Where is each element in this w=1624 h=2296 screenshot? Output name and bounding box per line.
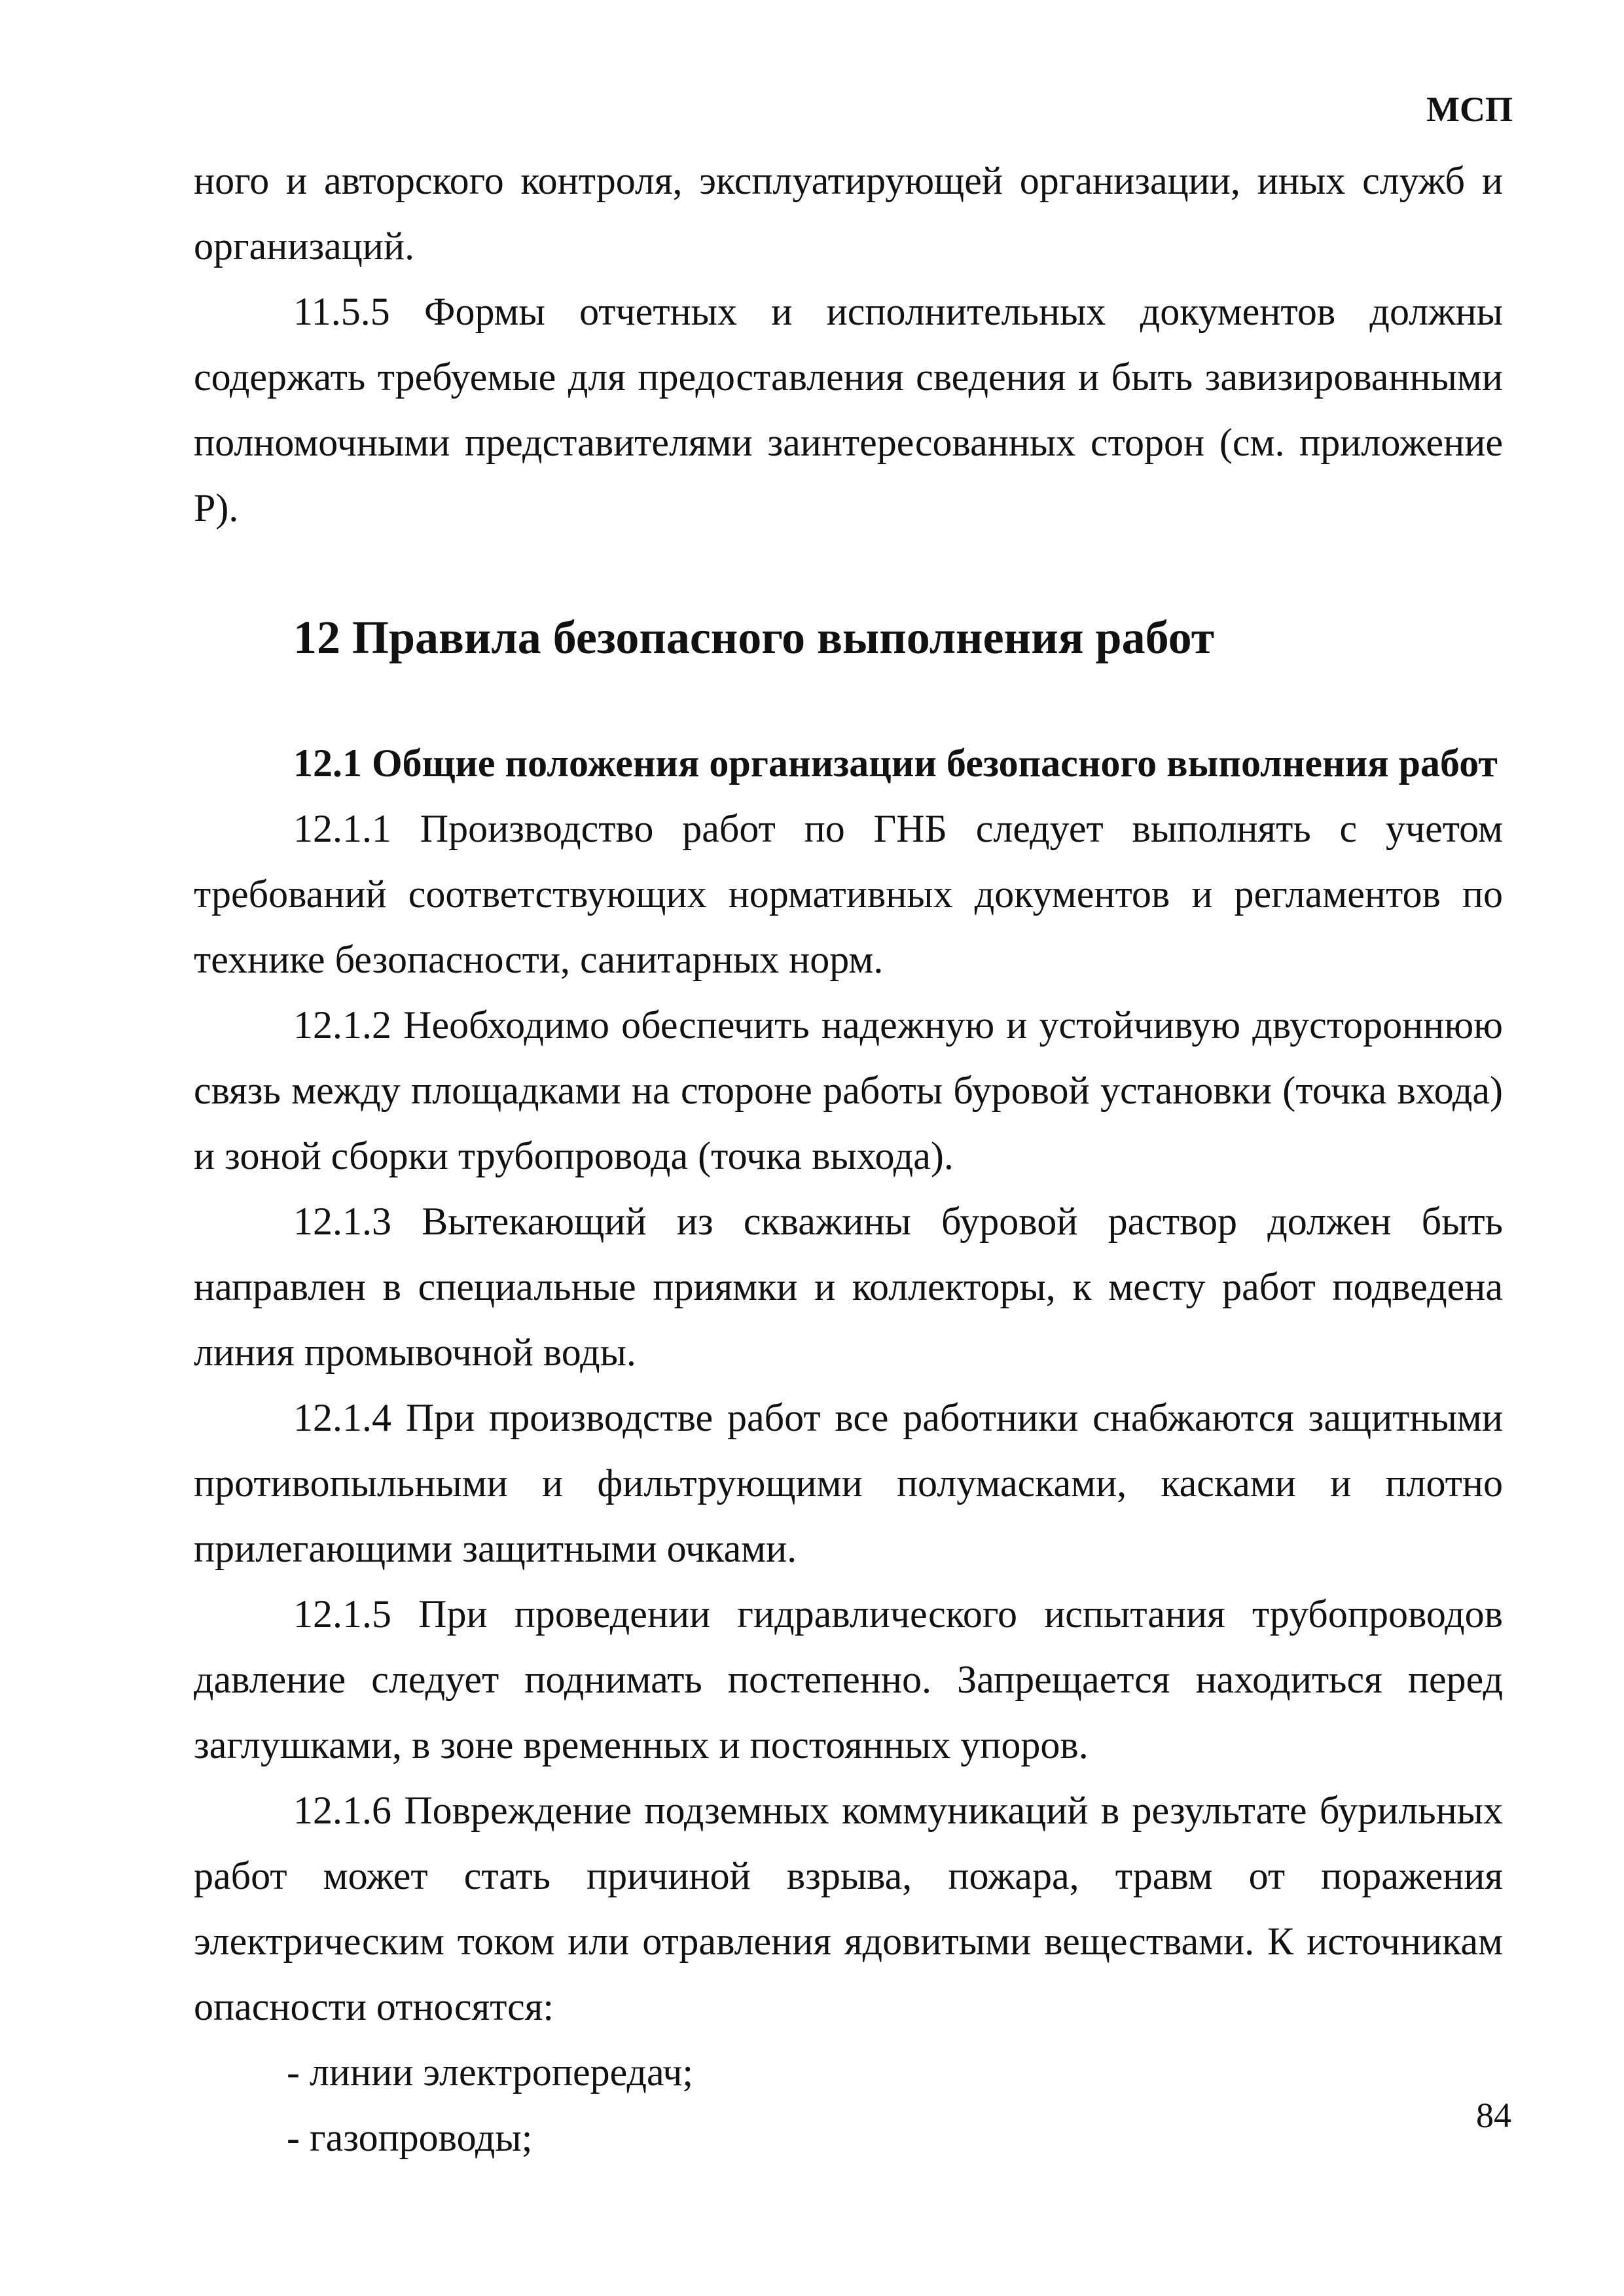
document-body bbox=[194, 148, 1503, 2170]
paragraph-12-1-4: 12.1.4 При производстве работ все работники снабжаются защитными противопыльными и фильтрующими полумасками, касками и плотно прилегающими защитными очками. bbox=[194, 1396, 1503, 1570]
paragraph-12-1-6: 12.1.6 Повреждение подземных коммуникаций в результате бурильных работ может стать причиной взрыва, пожара, травм от поражения электрическим током или отравления ядовитыми веществами. К источникам опасности относятся: bbox=[194, 1789, 1503, 2028]
paragraph-12-1-3: 12.1.3 Вытекающий из скважины буровой раствор должен быть направлен в специальные приямки и коллекторы, к месту работ подведена линия промывочной воды. bbox=[194, 1200, 1503, 1374]
paragraph-11-5-5: 11.5.5 Формы отчетных и исполнительных документов должны содержать требуемые для предоставления сведения и быть завизированными полномочными представителями заинтересованных сторон (см. приложение Р). bbox=[194, 290, 1503, 529]
paragraph-12-1-5: 12.1.5 При проведении гидравлического испытания трубопроводов давление следует поднимать постепенно. Запрещается находиться перед заглушками, в зоне временных и постоянных упоров. bbox=[194, 1592, 1503, 1767]
subsection-heading-12-1: 12.1 Общие положения организации безопасного выполнения работ bbox=[293, 742, 1498, 785]
document-code-header: МСП bbox=[1426, 90, 1513, 129]
paragraph-12-1-1: 12.1.1 Производство работ по ГНБ следует выполнять с учетом требований соответствующих нормативных документов и регламентов по технике безопасности, санитарных норм. bbox=[194, 807, 1503, 981]
list-item-gas-pipelines: - газопроводы; bbox=[287, 2116, 533, 2159]
list-item-power-lines: - линии электропередач; bbox=[287, 2051, 694, 2094]
paragraph-12-1-2: 12.1.2 Необходимо обеспечить надежную и устойчивую двустороннюю связь между площадками на стороне работы буровой установки (точка входа) и зоной сборки трубопровода (точка выхода). bbox=[194, 1003, 1503, 1177]
page-number: 84 bbox=[1476, 2096, 1511, 2135]
paragraph-continuation: ного и авторского контроля, эксплуатирующей организации, иных служб и организаций. bbox=[194, 159, 1503, 268]
section-heading-12: 12 Правила безопасного выполнения работ bbox=[293, 611, 1215, 664]
